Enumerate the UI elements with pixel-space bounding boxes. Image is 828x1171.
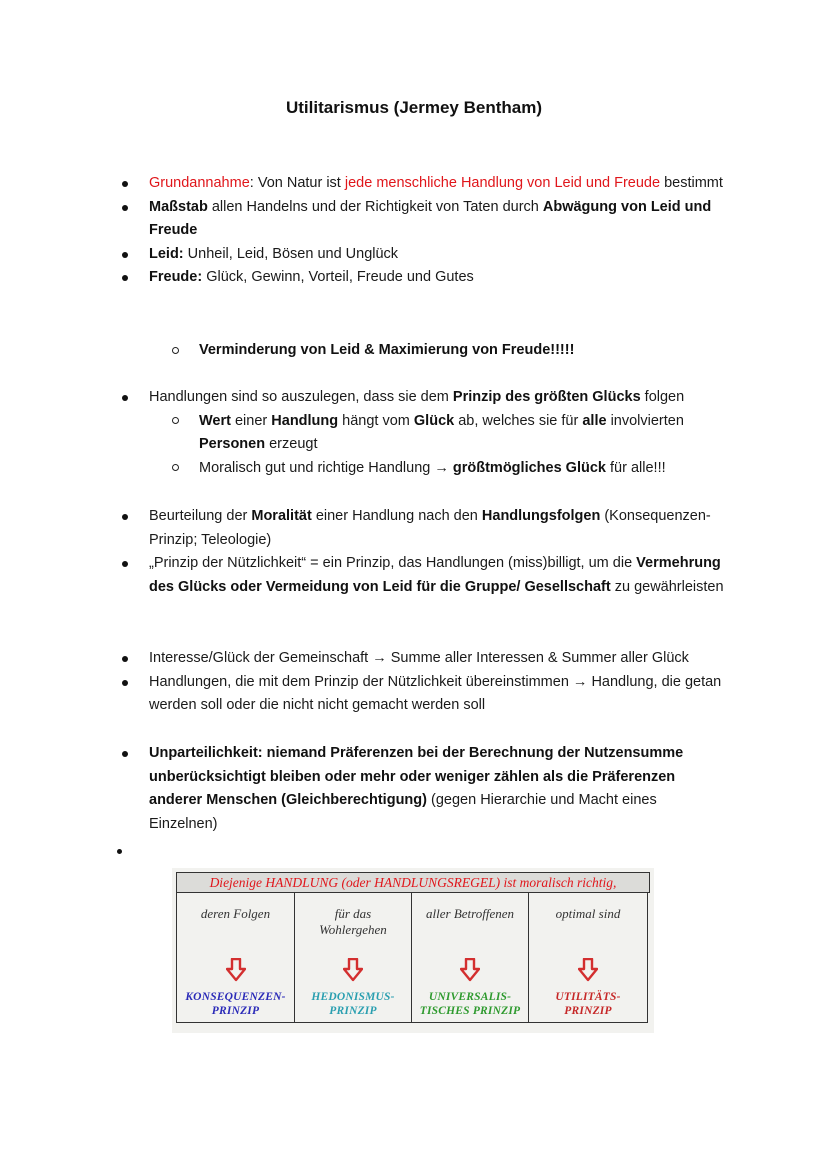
down-arrow-icon — [460, 958, 480, 982]
list-item-uebereinstimmen: Handlungen, die mit dem Prinzip der Nützlichkeit übereinstimmen → Handlung, die getan werden soll oder die nicht nicht gemacht werden soll — [0, 671, 828, 718]
bullet-list-beurteilung — [0, 505, 828, 599]
grundannahme-highlight: jede menschliche Handlung von Leid und Freude — [344, 175, 661, 191]
list-item-grundannahme: Grundannahme: Von Natur ist jede menschliche Handlung von Leid und Freude bestimmt — [0, 172, 828, 196]
grundannahme-label: Grundannahme — [149, 175, 250, 191]
list-item-interesse: Interesse/Glück der Gemeinschaft → Summe aller Interessen & Summer aller Glück — [0, 647, 828, 671]
bullet-list-intro — [0, 172, 828, 290]
sub-list-verminderung — [0, 339, 828, 363]
figure-header: Diejenige HANDLUNG (oder HANDLUNGSREGEL) ist moralisch richtig, — [176, 872, 650, 893]
figure-columns — [176, 892, 651, 1023]
figure-column-universalis — [411, 892, 529, 1023]
down-arrow-icon — [578, 958, 598, 982]
down-arrow-icon — [226, 958, 246, 982]
bullet-list-unparteilichkeit — [0, 742, 828, 836]
column-top-text: aller Betroffenen — [426, 906, 514, 921]
column-top-text: optimal sind — [555, 906, 621, 921]
column-principle-label: UNIVERSALIS- TISCHES PRINZIP — [419, 991, 521, 1017]
column-principle-label: UTILITÄTS- PRINZIP — [555, 991, 621, 1017]
list-item-leid: Leid: Unheil, Leid, Bösen und Unglück — [0, 243, 828, 267]
sub-item-wert: Wert einer Handlung hängt vom Glück ab, welches sie für alle involvierten Personen erzeugt — [0, 410, 828, 457]
principles-figure — [172, 868, 654, 1033]
bullet-list-prinzip — [0, 386, 828, 480]
bullet-list-interesse — [0, 647, 828, 718]
list-item-unparteilichkeit: Unparteilichkeit: niemand Präferenzen bei der Berechnung der Nutzensumme unberücksichtigt bleiben oder mehr oder weniger zählen als die Präferenzen anderer Menschen (Gleichberechtigung) (gegen Hierarchie und Macht eines Einzelnen) — [0, 742, 828, 836]
list-item-nuetzlichkeit: „Prinzip der Nützlichkeit“ = ein Prinzip, das Handlungen (miss)billigt, um die Vermehrung des Glücks oder Vermeidung von Leid für die Gruppe/ Gesellschaft zu gewährleisten — [0, 552, 828, 599]
down-arrow-icon — [343, 958, 363, 982]
list-item-beurteilung: Beurteilung der Moralität einer Handlung nach den Handlungsfolgen (Konsequenzen-Prinzip; Teleologie) — [0, 505, 828, 552]
column-top-text: deren Folgen — [200, 906, 271, 921]
sub-item-moralisch: Moralisch gut und richtige Handlung → größtmögliches Glück für alle!!! — [0, 457, 828, 481]
page-title: Utilitarismus (Jermey Bentham) — [285, 98, 543, 117]
column-principle-label: HEDONISMUS- PRINZIP — [311, 991, 395, 1017]
figure-column-konsequenzen — [176, 892, 295, 1023]
list-item-handlungen: Handlungen sind so auszulegen, dass sie dem Prinzip des größten Glücks folgen — [0, 386, 828, 410]
column-top-text: für das Wohlergehen — [319, 906, 387, 937]
empty-bullet — [117, 849, 122, 854]
list-item-massstab: Maßstab allen Handelns und der Richtigkeit von Taten durch Abwägung von Leid und Freude — [0, 196, 828, 243]
figure-column-hedonismus — [294, 892, 412, 1023]
list-item-freude: Freude: Glück, Gewinn, Vorteil, Freude und Gutes — [0, 266, 828, 290]
column-principle-label: KONSEQUENZEN- PRINZIP — [185, 991, 286, 1017]
sub-item-verminderung: Verminderung von Leid & Maximierung von Freude!!!!! — [0, 339, 828, 363]
figure-column-utilitaet — [528, 892, 648, 1023]
